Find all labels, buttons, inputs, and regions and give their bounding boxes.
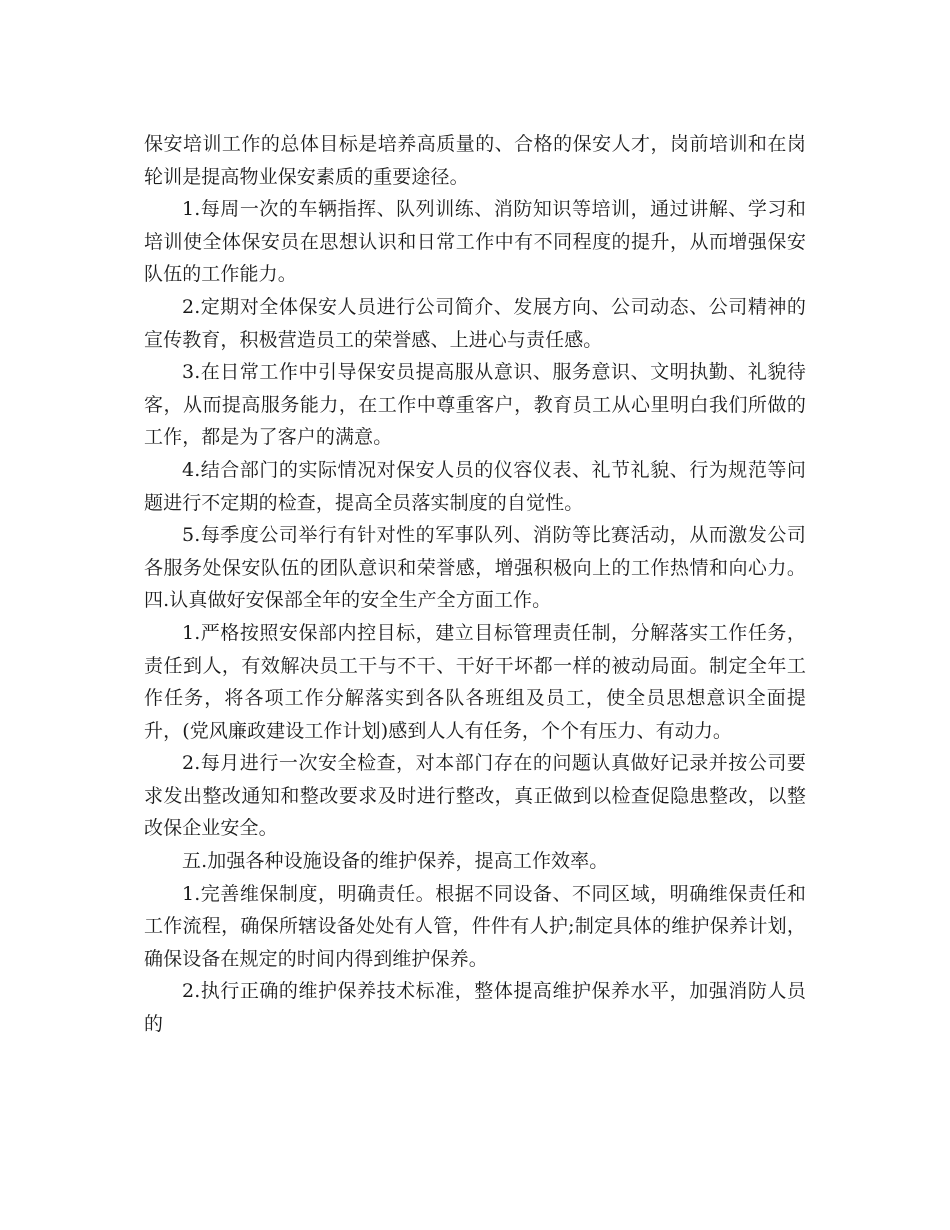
paragraph-training-item-2: 2.定期对全体保安人员进行公司简介、发展方向、公司动态、公司精神的宣传教育，积极营造员工的荣誉感、上进心与责任感。 [144, 295, 806, 351]
paragraph-safety-item-1: 1.严格按照安保部内控目标，建立目标管理责任制，分解落实工作任务，责任到人，有效解决员工干与不干、干好干坏都一样的被动局面。制定全年工作任务，将各项工作分解落实到各队各班组及员工，使全员思想意识全面提升，(党风廉政建设工作计划)感到人人有任务，个个有压力、有动力。 [144, 621, 806, 742]
section-heading-maintenance: 五.加强各种设施设备的维护保养，提高工作效率。 [182, 850, 609, 873]
paragraph-intro: 保安培训工作的总体目标是培养高质量的、合格的保安人才，岗前培训和在岗轮训是提高物业保安素质的重要途径。 [144, 133, 806, 188]
paragraph-training-item-1: 1.每周一次的车辆指挥、队列训练、消防知识等培训，通过讲解、学习和培训使全体保安员在思想认识和日常工作中有不同程度的提升，从而增强保安队伍的工作能力。 [144, 198, 806, 286]
paragraph-training-item-4: 4.结合部门的实际情况对保安人员的仪容仪表、礼节礼貌、行为规范等问题进行不定期的检查，提高全员落实制度的自觉性。 [144, 458, 806, 514]
paragraph-training-item-3: 3.在日常工作中引导保安员提高服从意识、服务意识、文明执勤、礼貌待客，从而提高服务能力，在工作中尊重客户，教育员工从心里明白我们所做的工作，都是为了客户的满意。 [144, 361, 806, 449]
paragraph-maintenance-item-2: 2.执行正确的维护保养技术标准，整体提高维护保养水平，加强消防人员的 [144, 980, 806, 1036]
paragraph-maintenance-item-1: 1.完善维保制度，明确责任。根据不同设备、不同区域，明确维保责任和工作流程，确保所辖设备处处有人管，件件有人护;制定具体的维护保养计划，确保设备在规定的时间内得到维护保养。 [144, 882, 806, 970]
paragraph-training-item-5: 5.每季度公司举行有针对性的军事队列、消防等比赛活动，从而激发公司各服务处保安队伍的团队意识和荣誉感，增强积极向上的工作热情和向心力。四.认真做好安保部全年的安全生产全方面工作。 [144, 524, 806, 612]
paragraph-safety-item-2: 2.每月进行一次安全检查，对本部门存在的问题认真做好记录并按公司要求发出整改通知和整改要求及时进行整改，真正做到以检查促隐患整改，以整改保企业安全。 [144, 752, 806, 840]
document-body [144, 128, 806, 1041]
